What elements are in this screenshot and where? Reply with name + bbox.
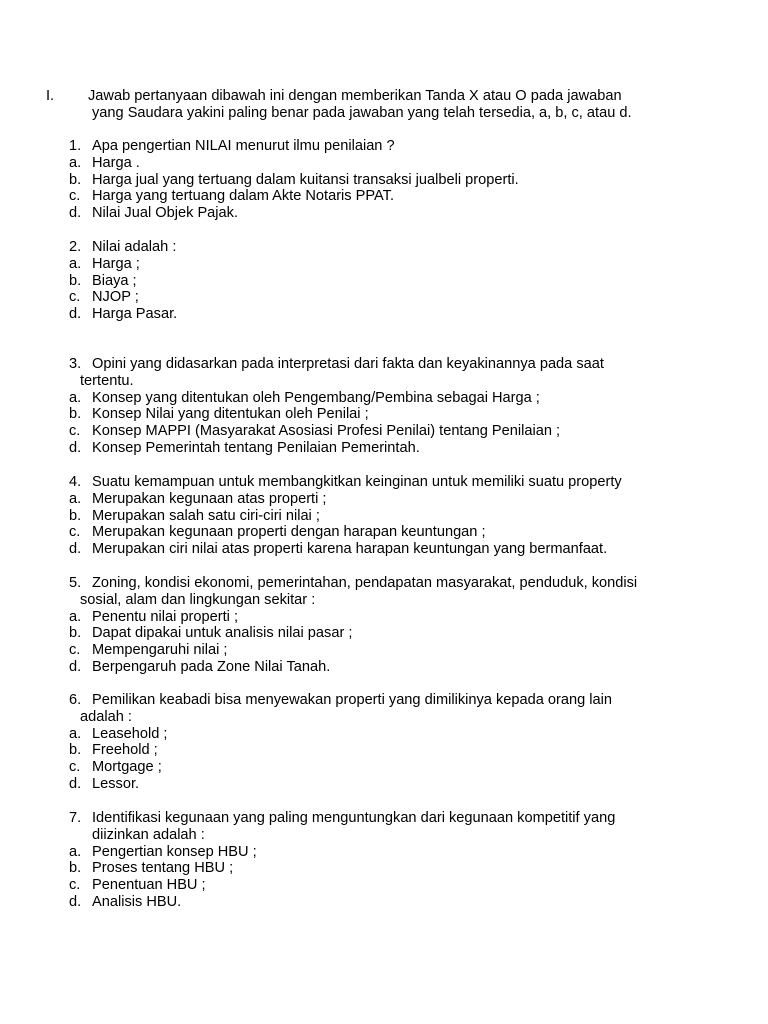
- option-text: Penentu nilai properti ;: [92, 608, 239, 625]
- option-text: Lessor.: [92, 776, 140, 792]
- option-letter: a.: [69, 389, 82, 406]
- option-text: Berpengaruh pada Zone Nilai Tanah.: [92, 659, 331, 675]
- option-letter: d.: [69, 440, 82, 456]
- option-text: Harga Pasar.: [92, 306, 178, 323]
- option-text: Biaya ;: [92, 272, 137, 289]
- option-letter: d.: [69, 205, 82, 222]
- option-text: Merupakan kegunaan atas properti ;: [92, 490, 327, 507]
- option-text: Mempengaruhi nilai ;: [92, 642, 228, 659]
- option-letter: a.: [69, 843, 82, 860]
- option-letter: c.: [69, 877, 81, 894]
- option-text: Freehold ;: [92, 742, 158, 759]
- option-text: Merupakan kegunaan properti dengan harapan keuntungan ;: [92, 524, 486, 541]
- option-text: Mortgage ;: [92, 759, 162, 776]
- option-letter: a.: [69, 255, 82, 272]
- option-text: Harga ;: [92, 255, 140, 272]
- option-letter: c.: [69, 188, 81, 205]
- option-letter: d.: [69, 659, 82, 675]
- question-text-line: Pemilikan keabadi bisa menyewakan properti yang dimilikinya kepada orang lain: [92, 692, 612, 708]
- option-letter: c.: [69, 759, 81, 776]
- option-text: Harga jual yang tertuang dalam kuitansi transaksi jualbeli properti.: [92, 171, 519, 188]
- question-text-line: Suatu kemampuan untuk membangkitkan keinginan untuk memiliki suatu property: [92, 474, 622, 490]
- option-letter: b.: [69, 272, 82, 289]
- option-letter: a.: [69, 490, 82, 507]
- question-text-line: sosial, alam dan lingkungan sekitar :: [80, 591, 316, 608]
- instruction-line-2: yang Saudara yakini paling benar pada jawaban yang telah tersedia, a, b, c, atau d.: [92, 105, 632, 121]
- section-numeral: I.: [46, 88, 55, 104]
- option-letter: c.: [69, 524, 81, 541]
- question-text-line: Identifikasi kegunaan yang paling menguntungkan dari kegunaan kompetitif yang: [92, 810, 616, 826]
- question-text-line: tertentu.: [80, 372, 134, 389]
- question-text-line: Zoning, kondisi ekonomi, pemerintahan, pendapatan masyarakat, penduduk, kondisi: [92, 575, 638, 591]
- option-text: Harga .: [92, 154, 140, 171]
- option-letter: a.: [69, 608, 82, 625]
- question-number: 1.: [69, 138, 82, 154]
- option-letter: c.: [69, 289, 81, 306]
- option-text: Penentuan HBU ;: [92, 877, 206, 894]
- option-text: Konsep yang ditentukan oleh Pengembang/Pembina sebagai Harga ;: [92, 389, 540, 406]
- option-text: Dapat dipakai untuk analisis nilai pasar ;: [92, 625, 353, 642]
- question-text-line: Nilai adalah :: [92, 239, 177, 255]
- question-number: 6.: [69, 692, 82, 708]
- option-letter: b.: [69, 860, 82, 877]
- question-text-line: Apa pengertian NILAI menurut ilmu penilaian ?: [92, 138, 395, 154]
- question-text-line: diizinkan adalah :: [92, 826, 205, 843]
- question-text-line: adalah :: [80, 708, 132, 725]
- option-text: Pengertian konsep HBU ;: [92, 843, 257, 860]
- question-number: 2.: [69, 239, 82, 255]
- question-text-line: Opini yang didasarkan pada interpretasi dari fakta dan keyakinannya pada saat: [92, 356, 604, 372]
- option-letter: d.: [69, 541, 82, 558]
- option-text: Harga yang tertuang dalam Akte Notaris PPAT.: [92, 188, 395, 205]
- option-text: Merupakan ciri nilai atas properti karena harapan keuntungan yang bermanfaat.: [92, 541, 608, 558]
- question-number: 5.: [69, 575, 82, 591]
- option-letter: a.: [69, 725, 82, 742]
- option-text: NJOP ;: [92, 289, 139, 306]
- option-letter: d.: [69, 894, 82, 910]
- question-number: 3.: [69, 356, 82, 372]
- option-text: Konsep Pemerintah tentang Penilaian Pemerintah.: [92, 440, 420, 456]
- option-letter: a.: [69, 154, 82, 171]
- option-letter: c.: [69, 642, 81, 659]
- option-letter: b.: [69, 171, 82, 188]
- question-number: 4.: [69, 474, 82, 490]
- option-letter: b.: [69, 406, 82, 423]
- option-text: Konsep MAPPI (Masyarakat Asosiasi Profesi Penilai) tentang Penilaian ;: [92, 423, 561, 440]
- option-letter: b.: [69, 507, 82, 524]
- option-text: Analisis HBU.: [92, 894, 182, 910]
- option-letter: d.: [69, 776, 82, 792]
- option-text: Nilai Jual Objek Pajak.: [92, 205, 239, 222]
- option-text: Proses tentang HBU ;: [92, 860, 234, 877]
- option-text: Merupakan salah satu ciri-ciri nilai ;: [92, 507, 320, 524]
- option-text: Konsep Nilai yang ditentukan oleh Penilai ;: [92, 406, 369, 423]
- option-letter: c.: [69, 423, 81, 440]
- instruction-line-1: Jawab pertanyaan dibawah ini dengan memberikan Tanda X atau O pada jawaban: [88, 88, 622, 104]
- option-letter: d.: [69, 306, 82, 323]
- option-letter: b.: [69, 742, 82, 759]
- option-letter: b.: [69, 625, 82, 642]
- question-number: 7.: [69, 810, 82, 826]
- option-text: Leasehold ;: [92, 725, 168, 742]
